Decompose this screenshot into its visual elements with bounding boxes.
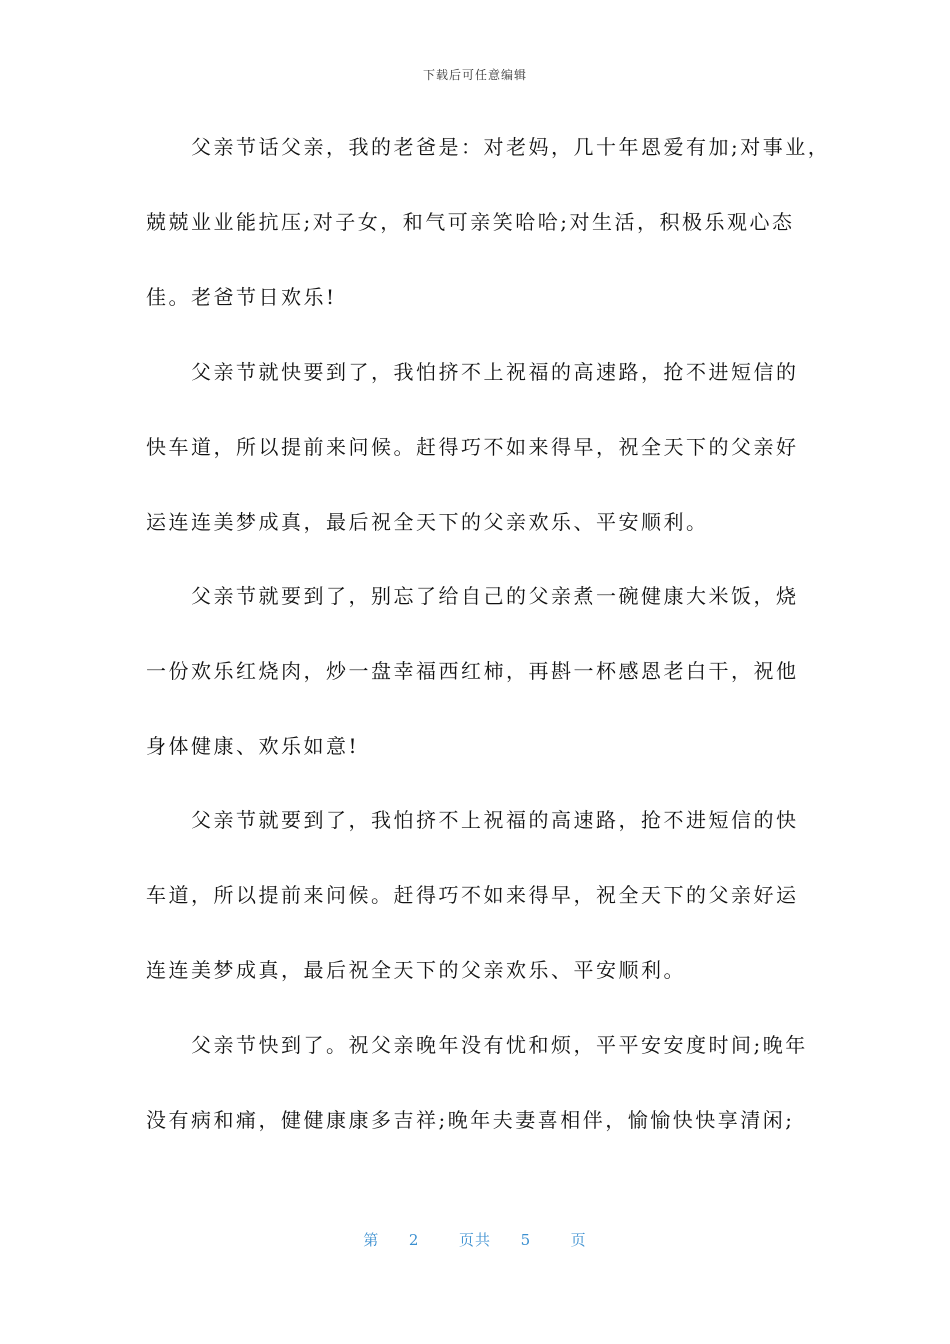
text-line: 父亲节快到了。祝父亲晚年没有忧和烦，平平安安度时间;晚年 [146, 1033, 808, 1057]
page-footer [0, 1229, 950, 1250]
text-line: 父亲节就快要到了，我怕挤不上祝福的高速路，抢不进短信的 [146, 360, 799, 384]
page-header: 下载后可任意编辑 [422, 68, 527, 82]
text-line: 父亲节就要到了，别忘了给自己的父亲煮一碗健康大米饭，烧 [146, 584, 799, 608]
text-line: 一份欢乐红烧肉，炒一盘幸福西红柿，再斟一杯感恩老白干，祝他 [146, 659, 799, 683]
text-line: 车道，所以提前来问候。赶得巧不如来得早，祝全天下的父亲好运 [146, 883, 799, 907]
current-page-number: 2 [408, 1231, 420, 1249]
text-line: 佳。老爸节日欢乐! [146, 285, 337, 309]
text-line: 父亲节就要到了，我怕挤不上祝福的高速路，抢不进短信的快 [146, 808, 799, 832]
total-pages-number: 5 [520, 1231, 532, 1249]
footer-suffix: 页 [570, 1231, 587, 1249]
text-line: 运连连美梦成真，最后祝全天下的父亲欢乐、平安顺利。 [146, 510, 709, 534]
text-line: 快车道，所以提前来问候。赶得巧不如来得早，祝全天下的父亲好 [146, 435, 799, 459]
text-line: 没有病和痛，健健康康多吉祥;晚年夫妻喜相伴，愉愉快快享清闲; [146, 1108, 795, 1132]
text-line: 父亲节话父亲，我的老爸是：对老妈，几十年恩爱有加;对事业， [146, 135, 831, 159]
footer-middle: 页共 [458, 1231, 491, 1249]
text-line: 身体健康、欢乐如意! [146, 734, 360, 758]
text-line: 连连美梦成真，最后祝全天下的父亲欢乐、平安顺利。 [146, 958, 686, 982]
text-line: 兢兢业业能抗压;对子女，和气可亲笑哈哈;对生活，积极乐观心态 [146, 210, 795, 234]
footer-prefix: 第 [363, 1231, 380, 1249]
